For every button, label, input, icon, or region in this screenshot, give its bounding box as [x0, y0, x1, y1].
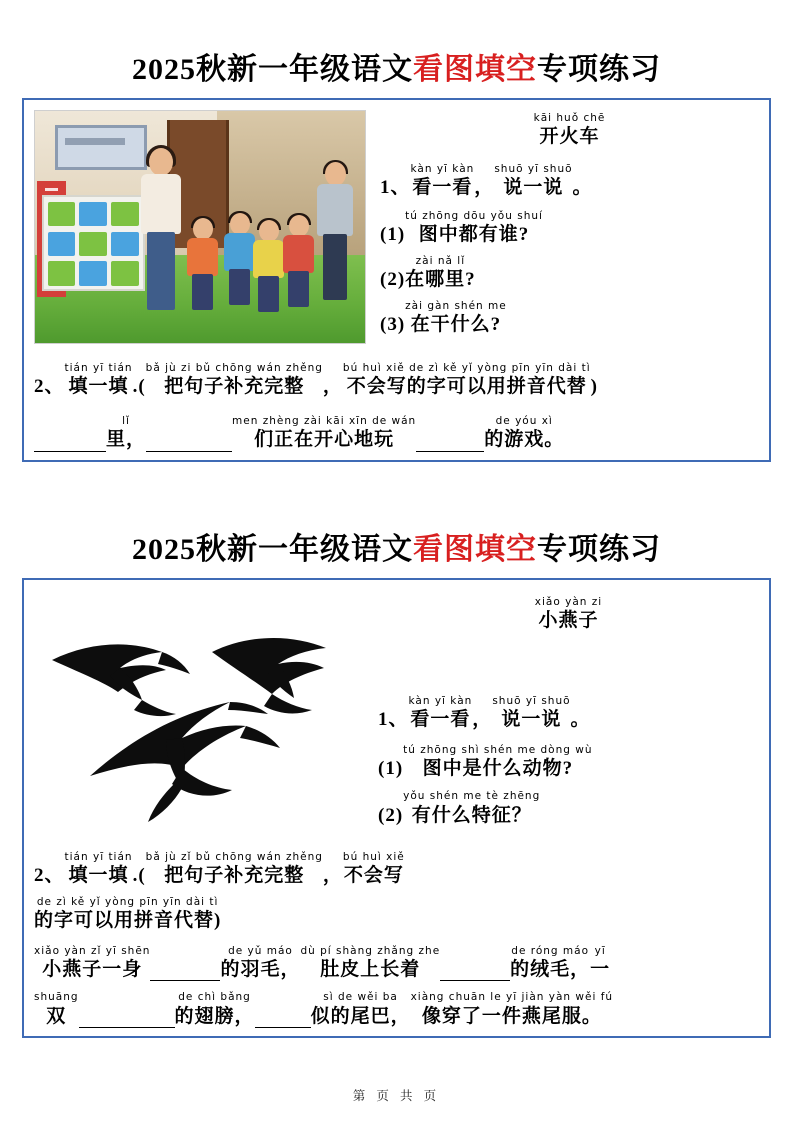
fill1-seg-1-hanzi: 小燕子一身 — [42, 958, 143, 980]
q2-b-hanzi: 把句子补充完整 — [164, 376, 305, 398]
q1-b-pinyin: shuō yī shuō — [492, 694, 571, 707]
item-2-label: (2) — [378, 804, 404, 826]
worksheet-2-q2-line1 — [34, 851, 759, 888]
worksheet-2-item-1 — [378, 744, 759, 781]
worksheet-1-top-row — [34, 110, 759, 344]
title-part1: 2025秋新一年级语文 — [132, 532, 413, 566]
fill2-seg-1-pinyin: shuāng — [34, 991, 79, 1004]
heading-hanzi: 开火车 — [539, 126, 600, 148]
fill2-seg-4-pinyin: xiàng chuān le yī jiàn yàn wěi fú — [410, 991, 614, 1004]
q2-number: 2、 — [34, 864, 65, 886]
q1-b-hanzi: 说一说 — [501, 708, 562, 730]
fill-seg-3-hanzi: 的游戏。 — [484, 429, 565, 450]
title-highlight: 看图填空 — [413, 532, 537, 566]
q2-c-pinyin: bú huì xiě — [342, 850, 405, 863]
title-part2: 专项练习 — [537, 53, 661, 86]
q2-line2-hanzi: 的字可以用拼音代替) — [34, 909, 222, 931]
worksheet-1-item-2 — [380, 255, 759, 292]
q1-a-pinyin: kàn yī kàn — [410, 162, 475, 175]
fill-seg-2-hanzi: 们正在开心地玩 — [254, 429, 395, 450]
fill2-blank-2[interactable] — [255, 1007, 311, 1028]
q1-b-hanzi: 说一说 — [503, 177, 564, 198]
fill1-seg-3-pinyin: dù pí shàng zhǎng zhe — [300, 944, 441, 957]
swallows-ink-drawing — [34, 590, 364, 835]
q1-a-pinyin: kàn yī kàn — [408, 694, 473, 707]
item-3-label: (3) — [380, 313, 406, 335]
heading-hanzi: 小燕子 — [538, 609, 599, 631]
fill2-blank-1[interactable] — [79, 1007, 175, 1028]
q2-number: 2、 — [34, 376, 65, 398]
classroom-children-photo — [34, 110, 366, 344]
item-2-pinyin: yǒu shén me tè zhēng — [403, 790, 541, 803]
fill2-seg-3-hanzi: 似的尾巴， — [310, 1005, 411, 1027]
title-highlight: 看图填空 — [413, 53, 537, 86]
q2-c-pinyin: bú huì xiě de zì kě yǐ yòng pīn yīn dài tì — [342, 362, 591, 374]
q2-line2-pinyin: de zì kě yǐ yòng pīn yīn dài tì — [36, 895, 219, 908]
q1-sep: ， — [474, 177, 495, 198]
item-1-pinyin: tú zhōng dōu yǒu shuí — [405, 209, 543, 222]
item-1-label: (1) — [378, 757, 404, 779]
worksheet-2-top-row — [34, 590, 759, 835]
worksheet-2-q1 — [378, 695, 759, 732]
title-part2: 专项练习 — [537, 532, 661, 566]
item-2-pinyin: zài nǎ lǐ — [415, 254, 466, 267]
q2-open: .( — [132, 864, 146, 886]
q2-c-hanzi: 不会写 — [343, 864, 404, 886]
q2-b-pinyin: bǎ jù zǐ bǔ chōng wán zhěng — [145, 850, 323, 863]
worksheet-2-item-2 — [378, 790, 759, 827]
fill1-seg-5-hanzi: 一 — [590, 958, 611, 980]
worksheet-1-heading — [380, 112, 759, 149]
heading-pinyin: kāi huǒ chē — [533, 112, 606, 124]
fill1-blank-2[interactable] — [440, 960, 510, 981]
item-3-pinyin: zài gàn shén me — [405, 299, 507, 312]
q2-b-pinyin: bǎ jù zi bǔ chōng wán zhěng — [145, 362, 323, 374]
q1-end: 。 — [570, 708, 591, 730]
fill-seg-3-pinyin: de yóu xì — [495, 414, 553, 427]
worksheet-2-fill-line-2 — [34, 991, 759, 1028]
q2-a-hanzi: 填一填 — [68, 376, 129, 398]
q1-number: 1、 — [378, 708, 409, 730]
worksheet-1-item-3 — [380, 300, 759, 337]
q2-open: .( — [132, 376, 146, 398]
item-3-hanzi: 在干什么? — [410, 313, 502, 335]
worksheet-2-heading — [378, 596, 759, 633]
fill2-seg-3-pinyin: sì de wěi ba — [323, 991, 398, 1004]
fill-blank-3[interactable] — [416, 431, 484, 452]
worksheet-2-q2-line2 — [34, 896, 759, 933]
worksheet-1-fill-line — [34, 415, 759, 452]
swallow-icon — [34, 590, 364, 835]
q1-b-pinyin: shuō yī shuō — [494, 162, 573, 175]
worksheet-1 — [0, 0, 793, 462]
worksheet-1-item-1 — [380, 210, 759, 247]
fill2-seg-2-pinyin: de chì bǎng — [178, 991, 251, 1004]
q1-sep: ， — [472, 708, 493, 730]
worksheet-1-box — [22, 98, 771, 462]
q2-a-hanzi: 填一填 — [68, 864, 129, 886]
fill2-seg-2-hanzi: 的翅膀， — [174, 1005, 255, 1027]
worksheet-1-q2 — [34, 362, 759, 399]
page-footer: 第 页 共 页 — [352, 1089, 441, 1103]
item-2-label: (2) — [380, 268, 406, 290]
q1-a-hanzi: 看一看 — [410, 708, 471, 730]
fill-seg-1-pinyin: lǐ — [122, 414, 130, 427]
title-part1: 2025秋新一年级语文 — [132, 53, 413, 86]
worksheet-1-title — [0, 44, 793, 88]
fill1-seg-4-pinyin: de róng máo — [511, 944, 590, 957]
q2-close: ) — [590, 376, 598, 398]
worksheet-2-box — [22, 578, 771, 1039]
q2-c-hanzi: 不会写的字可以用拼音代替 — [346, 376, 587, 398]
fill1-seg-4-hanzi: 的绒毛， — [510, 958, 591, 980]
item-1-pinyin: tú zhōng shì shén me dòng wù — [403, 743, 593, 756]
worksheet-2-title — [0, 524, 793, 568]
fill2-seg-4-hanzi: 像穿了一件燕尾服。 — [421, 1005, 602, 1027]
worksheet-1-questions — [366, 110, 759, 336]
item-2-hanzi: 在哪里? — [405, 268, 476, 290]
fill1-seg-3-hanzi: 肚皮上长着 — [320, 958, 421, 980]
q2-a-pinyin: tián yī tián — [64, 362, 133, 374]
fill-seg-1-hanzi: 里， — [106, 429, 147, 450]
q1-a-hanzi: 看一看 — [412, 177, 473, 198]
fill-seg-2-pinyin: men zhèng zài kāi xīn de wán — [232, 414, 417, 427]
fill1-blank-1[interactable] — [150, 960, 220, 981]
item-1-hanzi: 图中是什么动物? — [422, 757, 574, 779]
q2-comma: ， — [322, 864, 343, 886]
worksheet-1-image — [34, 110, 366, 344]
fill-blank-2[interactable] — [146, 431, 232, 452]
q1-end: 。 — [572, 177, 593, 198]
q1-number: 1、 — [380, 177, 411, 198]
q2-a-pinyin: tián yī tián — [64, 850, 133, 863]
fill1-seg-1-pinyin: xiǎo yàn zǐ yī shēn — [34, 944, 151, 957]
item-2-hanzi: 有什么特征？ — [411, 804, 532, 826]
q2-b-hanzi: 把句子补充完整 — [164, 864, 305, 886]
heading-pinyin: xiǎo yàn zi — [534, 595, 603, 608]
worksheet-2-fill-line-1 — [34, 945, 759, 982]
worksheet-2-image — [34, 590, 364, 835]
item-1-label: (1) — [380, 223, 406, 245]
item-1-hanzi: 图中都有谁? — [418, 223, 530, 245]
fill1-seg-5-pinyin: yī — [594, 944, 606, 957]
fill-blank-1[interactable] — [34, 431, 106, 452]
fill1-seg-2-hanzi: 的羽毛， — [220, 958, 301, 980]
fill1-seg-2-pinyin: de yǔ máo — [228, 944, 293, 957]
photo-adult-right — [309, 162, 366, 312]
worksheet-1-q1 — [380, 163, 759, 200]
worksheet-2 — [0, 462, 793, 1039]
worksheet-2-questions — [364, 590, 759, 828]
q2-comma: ， — [322, 376, 343, 398]
fill2-seg-1-hanzi: 双 — [46, 1005, 67, 1027]
